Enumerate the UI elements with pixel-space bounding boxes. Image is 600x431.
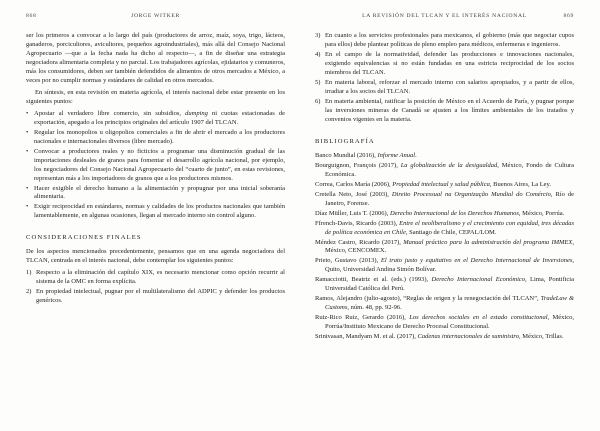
bullet-item: [26, 203, 285, 221]
italic-text: Los derechos sociales en el estado constitucional: [409, 314, 548, 322]
text-run: En cuanto a los servicios profesionales para mexicanos, el gobierno (más que negociar cupos para ellos) debe plantear políticas de pleno empleo para médicos, enfermeras e ingenieros.: [325, 32, 574, 48]
page-body-right: [315, 32, 574, 342]
italic-text: Derecho Internacional Económico: [431, 276, 526, 284]
running-head: JORGE WITKER: [131, 13, 180, 19]
text-run: , Lima, Pontificia Universidad Católica del Perú.: [325, 276, 574, 293]
numbered-item: [315, 79, 574, 97]
text-run: , México, CENCOMEX.: [325, 238, 574, 255]
numbered-item: [315, 51, 574, 78]
bibliography-entry: [315, 162, 574, 180]
bibliography-entry: [315, 181, 574, 190]
text-run: , México, Trillas.: [518, 333, 564, 341]
bullet-item: [26, 148, 285, 184]
text-run: Ruiz-Rico Ruiz, Gerardo (2016),: [315, 314, 410, 322]
italic-text: Direito Processual na Organização Mundial do Comércio: [391, 190, 551, 198]
item-text: [34, 185, 285, 203]
bibliography-entry: [315, 191, 574, 209]
paragraph-continuation: [26, 32, 285, 86]
italic-text: El trato justo y equitativo en el Derecho Internacional de Inversiones: [380, 257, 573, 265]
text-run: , México, Porrúa.: [518, 209, 565, 217]
bibliography-entry: [315, 210, 574, 219]
item-marker: 4): [315, 50, 321, 58]
bibliography-entry: [315, 314, 574, 332]
item-marker: •: [26, 147, 29, 155]
bibliography-entry: [315, 333, 574, 342]
text-run: Regular los monopolios u oligopolios comerciales a fin de abrir el mercado a los productores nacionales e internacionales diversos (libre mercado).: [34, 128, 285, 145]
italic-text: dumping: [185, 109, 208, 117]
item-marker: •: [26, 128, 29, 136]
bullet-item: [26, 129, 285, 147]
item-text: [36, 269, 285, 287]
text-run: , núm. 48, pp. 92-96.: [347, 304, 402, 312]
text-run: En síntesis, en esta revisión en materia agrícola, el interés nacional debe estar presente en los siguientes puntos:: [26, 88, 285, 105]
text-run: Convocar a productores reales y no ficticios a programar una disminución gradual de las importaciones desleales de granos para fomentar el desarrollo agrícola nacional, por ejemplo, los negociadores del Consejo Nacional Agropecuario del “cuarto de junto”, en estas revisiones, representan más a los importadores de granos que a los productores mismos.: [34, 147, 285, 182]
item-marker: 1): [26, 269, 32, 277]
italic-text: Cadenas internacionales de suministro: [417, 333, 519, 341]
item-text: [34, 148, 285, 184]
section-heading-finales: CONSIDERACIONES FINALES: [26, 234, 142, 242]
italic-text: Derecho Internacional de los Derechos Humanos: [389, 209, 519, 217]
italic-text: Entre el neoliberalismo y el crecimiento con equidad, tres décadas de política económica en Chile: [325, 219, 574, 236]
page-body-left: [26, 32, 285, 306]
item-text: [325, 79, 574, 97]
italic-text: La globalización de la desigualdad: [400, 161, 498, 169]
text-run: Díaz Müller, Luis T. (2006),: [315, 209, 390, 217]
item-text: [34, 129, 285, 147]
bibliography-entry: [315, 276, 574, 294]
item-marker: 5): [315, 78, 321, 86]
numbered-item: [26, 269, 285, 287]
text-run: En materia laboral, reforzar el mercado interno con salarios apropiados, y a partir de ellos, irradiar a los socios del TLCAN.: [325, 78, 574, 95]
text-run: ni cuotas estacionadas de exportación, apegado a los principios originales del artículo 1907 del TLCAN.: [34, 109, 285, 126]
italic-text: TradeLaw & Customs: [325, 295, 574, 312]
paragraph-finales-intro: [26, 248, 285, 266]
item-marker: 3): [315, 32, 321, 39]
bibliography-entry: [315, 220, 574, 238]
paragraph-synthesis: [26, 89, 285, 107]
item-text: [34, 203, 285, 221]
page-number: 869: [563, 13, 574, 19]
text-run: Ramacciotti, Beatriz et al. (eds.) (1993),: [315, 276, 432, 284]
page-header-left: [26, 13, 285, 26]
item-text: [325, 51, 574, 78]
text-run: Exigir reciprocidad en estándares, normas y calidades de los productos nacionales que también lamentablemente, en algunas ocasiones, llegan al mercado interno sin control alguno.: [34, 203, 285, 220]
item-marker: •: [26, 109, 29, 117]
text-run: Respecto a la eliminación del capítulo XIX, es necesario mencionar como opción recurrir al sistema de la OMC en forma explícita.: [36, 269, 285, 286]
item-text: [36, 288, 285, 306]
numbered-item: [315, 32, 574, 50]
text-run: De los aspectos mencionados precedentemente, pensamos que en una agenda negociadora del TLCAN, centrada en el interés nacional, debe contemplar los siguientes puntos:: [26, 248, 285, 265]
text-run: , Santiago de Chile, CEPAL/LOM.: [405, 228, 497, 236]
text-run: Apostar al verdadero libre comercio, sin subsidios,: [34, 109, 186, 117]
text-run: Ffrench-Davis, Ricardo (2003),: [315, 219, 400, 227]
item-marker: 6): [315, 97, 321, 105]
item-marker: •: [26, 184, 29, 192]
bibliography-entry: [315, 152, 574, 161]
text-run: Cretella Neto, José (2003),: [315, 190, 392, 198]
text-run: ser los primeros a convocar a lo largo del país (productores de arroz, maíz, soya, trigo, lácteos, ganaderos, porcicultores, avicultores, pequeños agroindustriales), más allá del Consejo Nacional Agropecuario —que a la fecha nada ha dicho al respecto—, a fin de diseñar una estrategia negociadora alimentaria completa y no parcial. Los trabajadores agrícolas, ejidatarios y comuneros, más los consumidores, deben ser también defendidos de alimentos de otros mercados a México, a veces por no cumplir normas y estándares de calidad en otros mercados.: [26, 32, 285, 84]
item-marker: 2): [26, 288, 32, 296]
text-run: En propiedad intelectual, pugnar por el multilateralismo del ADPIC y defender los productos genéricos.: [36, 288, 285, 305]
page-left: [26, 13, 300, 423]
bibliography-entry: [315, 295, 574, 313]
bibliography-entry: [315, 257, 574, 275]
text-run: Prieto, Gustavo (2013),: [315, 257, 381, 265]
bullet-item: [26, 110, 285, 128]
text-run: Banco Mundial (2016),: [315, 151, 378, 159]
text-run: , Río de Janeiro, Forense.: [325, 190, 574, 207]
running-head: LA REVISIÓN DEL TLCAN Y EL INTERÉS NACIONAL: [362, 13, 527, 19]
text-run: , Buenos Aires, La Ley.: [489, 180, 552, 188]
text-run: Bourguignon, François (2017),: [315, 161, 401, 169]
text-run: , México, Fondo de Cultura Económica.: [325, 161, 574, 178]
item-text: [325, 32, 574, 50]
bibliography-entry: [315, 239, 574, 257]
text-run: Srinivasan, Mandyam M. et al. (2017),: [315, 333, 418, 341]
text-run: Hacer exigible el derecho humano a la alimentación y propugnar por una inicial soberanía alimentaria.: [34, 184, 285, 201]
text-run: En el campo de la normatividad, defender las producciones e innovaciones nacionales, exigiendo equivalencias si no están fundadas en una estricta reciprocidad de los socios miembros del TLCAN.: [325, 50, 574, 76]
bullet-list: [26, 110, 285, 222]
numbered-item: [26, 288, 285, 306]
numbered-list-right: [315, 32, 574, 125]
item-marker: •: [26, 203, 29, 211]
text-run: , México, Porrúa/Instituto Mexicano de Derecho Procesal Constitucional.: [325, 314, 575, 331]
text-run: Méndez Castro, Ricardo (2017),: [315, 238, 404, 246]
section-heading-bibliography: BIBLIOGRAFÍA: [315, 137, 375, 145]
text-run: .: [415, 151, 417, 159]
italic-text: Propiedad intelectual y salud pública: [392, 180, 490, 188]
page-header-right: [315, 13, 574, 26]
bullet-item: [26, 185, 285, 203]
item-text: [34, 110, 285, 128]
numbered-list-left: [26, 269, 285, 306]
bibliography-list: [315, 152, 574, 342]
page-right: [300, 13, 574, 423]
italic-text: Informe Anual: [377, 151, 416, 159]
text-run: Correa, Carlos María (2006),: [315, 180, 393, 188]
text-run: , Quito, Universidad Andina Simón Bolívar.: [325, 257, 574, 274]
text-run: En materia ambiental, ratificar la posición de México en el Acuerdo de París, y pugnar porque las inversiones mineras de Canadá se ajusten a los límites ambientales de los tratados y convenios vigentes en la materia.: [325, 97, 574, 123]
numbered-item: [315, 98, 574, 125]
page-number: 868: [26, 13, 37, 19]
italic-text: Manual práctico para la administración del programa IMMEX: [403, 238, 573, 246]
item-text: [325, 98, 574, 125]
text-run: Ramos, Alejandro (julio-agosto), “Reglas de origen y la renegociación del TLCAN”,: [315, 295, 541, 303]
